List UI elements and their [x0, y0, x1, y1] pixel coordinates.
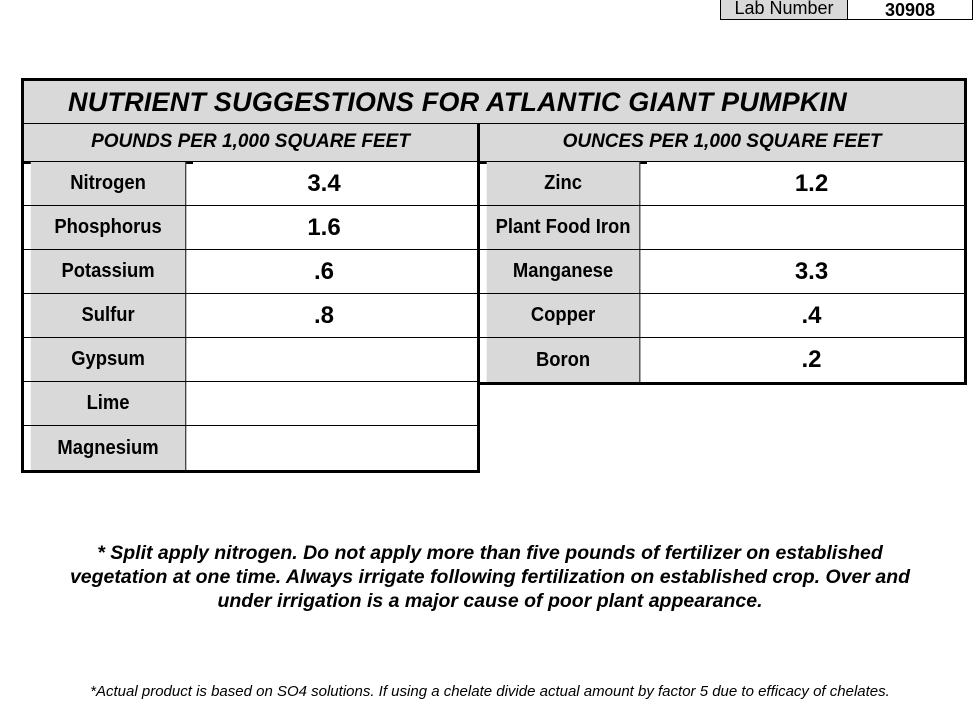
- table-row: [24, 294, 477, 338]
- ounces-table: [477, 162, 967, 385]
- nutrient-value: 3.3: [647, 250, 964, 293]
- fertilizer-note: * Split apply nitrogen. Do not apply more than five pounds of fertilizer on established vegetation at one time. Always irrigate following fertilization on established crop. Over and under irrigation is a major cause of poor plant appearance.: [69, 542, 911, 612]
- nutrient-value: .8: [193, 294, 477, 337]
- lab-number-box: [720, 0, 973, 20]
- nutrient-name: Potassium: [31, 250, 186, 293]
- pounds-section-header: POUNDS PER 1,000 SQUARE FEET: [21, 124, 480, 164]
- nutrient-value: 1.2: [647, 162, 964, 205]
- nutrient-name: Manganese: [487, 250, 641, 293]
- table-row: [24, 382, 477, 426]
- table-row: [24, 162, 477, 206]
- nutrient-name: Lime: [31, 382, 186, 425]
- table-row: [24, 206, 477, 250]
- table-row: [24, 426, 477, 470]
- table-row: [480, 206, 964, 250]
- nutrient-value: [193, 338, 477, 381]
- nutrient-value: .2: [647, 338, 964, 382]
- nutrient-value: [647, 206, 964, 249]
- nutrient-value: 3.4: [193, 162, 477, 205]
- table-row: [24, 338, 477, 382]
- nutrient-value: [193, 426, 477, 470]
- chelate-footnote: *Actual product is based on SO4 solutions. If using a chelate divide actual amount by factor 5 due to efficacy of chelates.: [90, 683, 890, 700]
- lab-number-label: Lab Number: [721, 0, 848, 19]
- nutrient-name: Boron: [487, 338, 641, 382]
- nutrient-name: Plant Food Iron: [487, 206, 641, 249]
- nutrient-value: .4: [647, 294, 964, 337]
- nutrient-value: .6: [193, 250, 477, 293]
- table-row: [24, 250, 477, 294]
- table-row: [480, 250, 964, 294]
- nutrient-value: [193, 382, 477, 425]
- nutrient-name: Nitrogen: [31, 162, 186, 205]
- table-row: [480, 294, 964, 338]
- nutrient-name: Sulfur: [31, 294, 186, 337]
- table-row: [480, 338, 964, 382]
- nutrient-name: Phosphorus: [31, 206, 186, 249]
- table-row: [480, 162, 964, 206]
- nutrient-name: Zinc: [487, 162, 641, 205]
- pounds-table: [21, 162, 480, 473]
- nutrient-name: Magnesium: [31, 426, 186, 470]
- ounces-section-header: OUNCES PER 1,000 SQUARE FEET: [477, 124, 967, 164]
- lab-number-value: 30908: [848, 0, 972, 19]
- page-title: NUTRIENT SUGGESTIONS FOR ATLANTIC GIANT PUMPKIN: [21, 78, 967, 126]
- nutrient-name: Copper: [487, 294, 641, 337]
- nutrient-name: Gypsum: [31, 338, 186, 381]
- nutrient-value: 1.6: [193, 206, 477, 249]
